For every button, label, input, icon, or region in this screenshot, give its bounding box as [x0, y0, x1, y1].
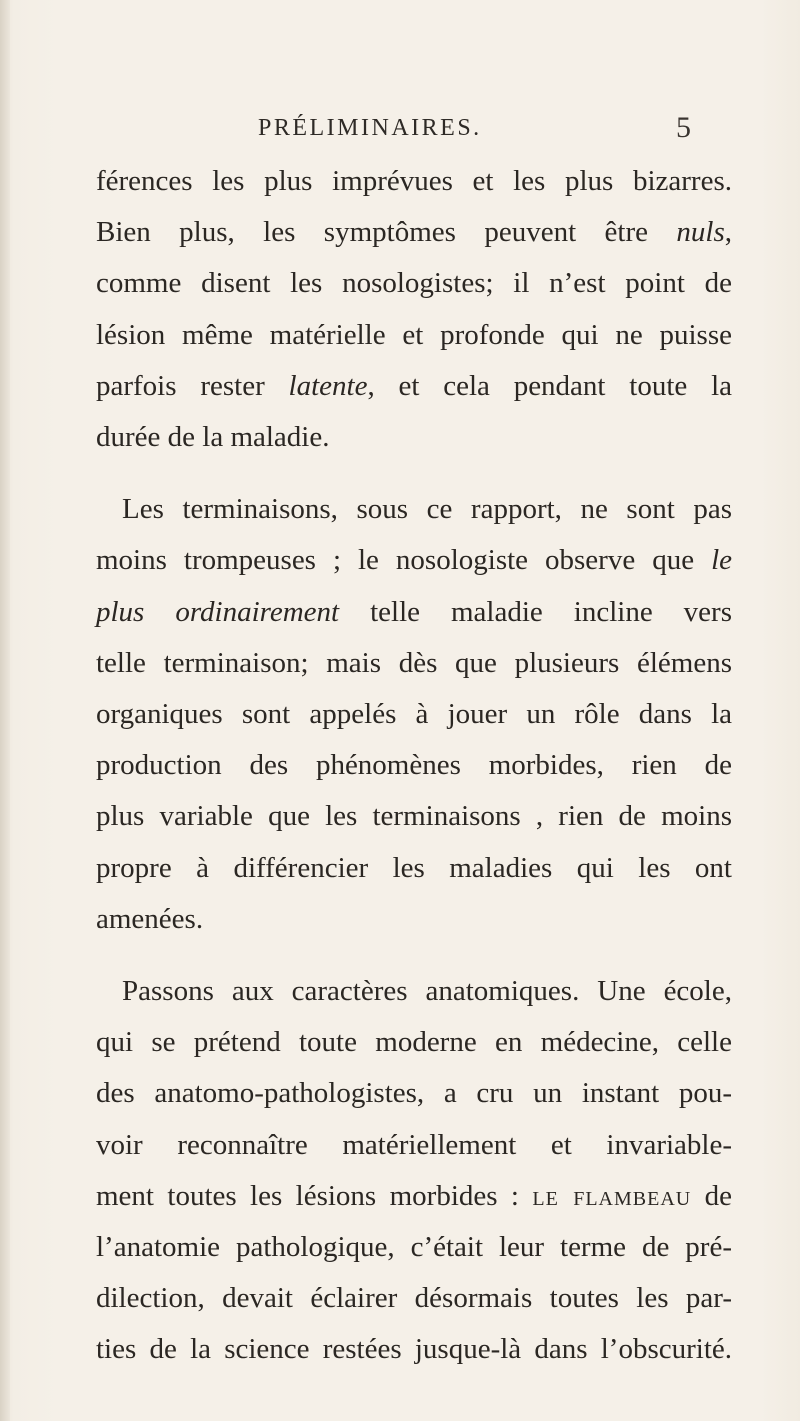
text-line: dilection, devait éclairer désormais toutes les par-: [96, 1282, 732, 1315]
italic-term: nuls: [676, 216, 725, 249]
text-line: l’anatomie pathologique, c’était leur terme de pré-: [96, 1231, 732, 1264]
body-text: [96, 156, 732, 1376]
text-line: Passons aux caractères anatomiques. Une école,: [122, 975, 732, 1008]
text-line: telle terminaison; mais dès que plusieurs élémens: [96, 646, 732, 679]
text-line: voir reconnaître matériellement et invariable-: [96, 1128, 732, 1161]
text-line: amenées.: [96, 902, 204, 935]
page-binding-edge: [0, 0, 10, 1421]
text-line: lésion même matérielle et profonde qui ne puisse: [96, 318, 732, 351]
running-title: PRÉLIMINAIRES.: [258, 115, 482, 141]
text-line: comme disent les nosologistes; il n’est point de: [96, 267, 732, 300]
italic-term: le: [711, 544, 732, 577]
italic-term: latente: [288, 369, 368, 402]
text-line: qui se prétend toute moderne en médecine, celle: [96, 1026, 732, 1059]
text-line: parfois rester latente, et cela pendant toute la: [96, 369, 732, 402]
text-line: durée de la maladie.: [96, 421, 330, 454]
paragraph-3: [96, 966, 732, 1376]
text-line: plus variable que les terminaisons , rien de moins: [96, 800, 732, 833]
text-line: ties de la science restées jusque-là dans l’obscurité.: [96, 1333, 732, 1366]
text-line: férences les plus imprévues et les plus bizarres.: [96, 165, 732, 197]
text-line: ment toutes les lésions morbides : le flambeau de: [96, 1179, 733, 1212]
page-header: [0, 111, 800, 155]
paragraph-1: [96, 156, 732, 463]
text-line: des anatomo-pathologistes, a cru un instant pou-: [96, 1077, 732, 1110]
text-line: plus ordinairement telle maladie incline vers: [96, 595, 732, 628]
text-line: organiques sont appelés à jouer un rôle dans la: [96, 698, 732, 731]
text-line: Bien plus, les symptômes peuvent être nuls,: [96, 216, 732, 249]
page-number: 5: [676, 111, 691, 144]
paragraph-2: [96, 484, 732, 945]
text-line: production des phénomènes morbides, rien de: [96, 749, 732, 782]
italic-term: plus ordinairement: [96, 595, 340, 628]
text-line: propre à différencier les maladies qui les ont: [96, 851, 732, 884]
text-line: Les terminaisons, sous ce rapport, ne sont pas: [122, 493, 732, 526]
text-line: moins trompeuses ; le nosologiste observe que le: [96, 544, 732, 577]
small-caps-term: le flambeau: [532, 1179, 692, 1212]
